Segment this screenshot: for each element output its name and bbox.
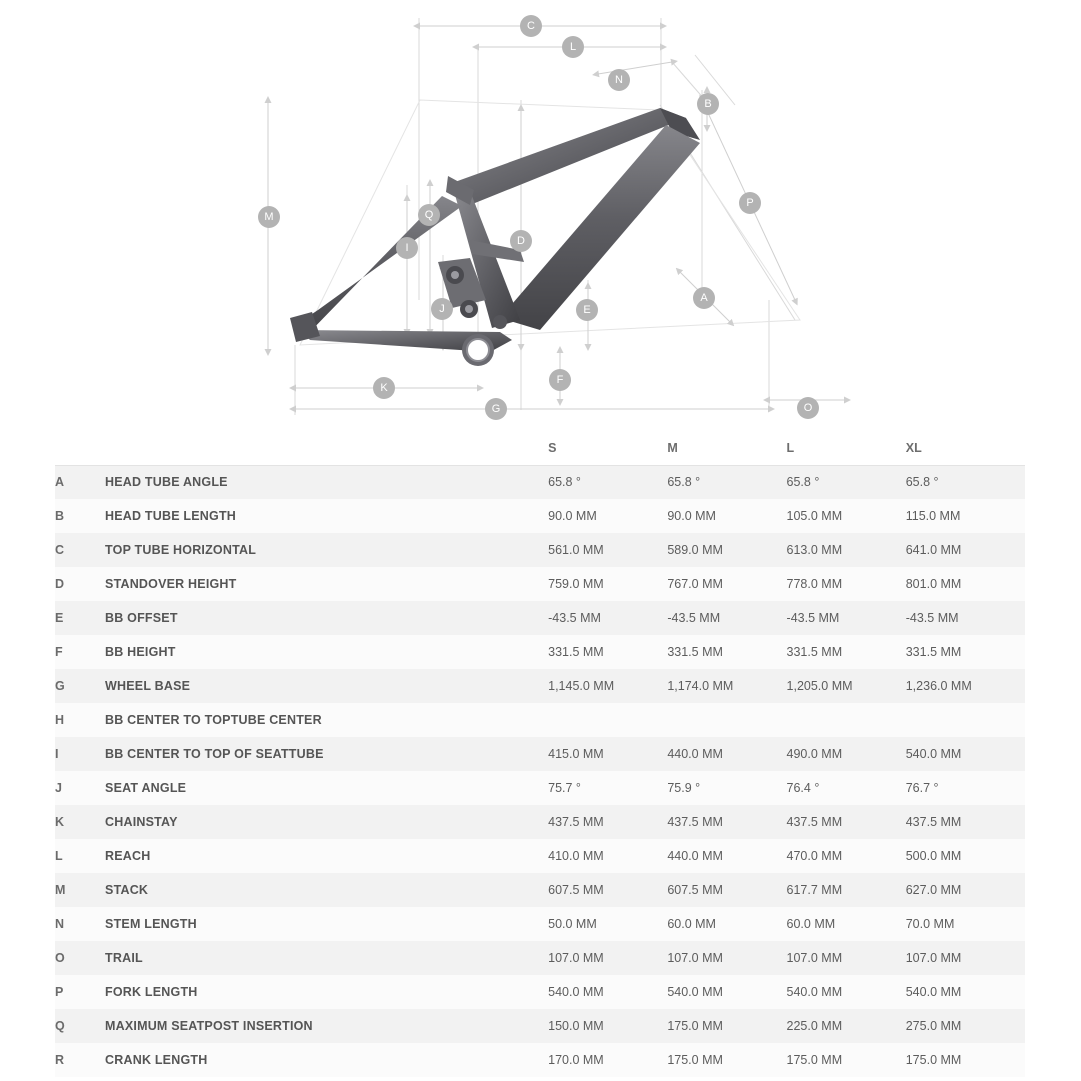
table-row [55, 975, 1025, 1009]
row-value-xl: 275.0 MM [905, 1019, 962, 1033]
row-value-s: 170.0 MM [548, 1053, 604, 1067]
callout-label-B: B [704, 98, 712, 110]
diagram-svg [0, 0, 1081, 432]
callout-label-C: C [527, 20, 535, 32]
header-size-l: L [787, 432, 906, 465]
table-row [55, 805, 1025, 839]
row-value-xl: 76.7 ° [905, 781, 939, 795]
table-header-row [55, 432, 1025, 465]
row-value-xl: 107.0 MM [905, 951, 962, 965]
row-name: MAXIMUM SEATPOST INSERTION [105, 1019, 313, 1033]
callout-L [562, 36, 584, 58]
row-value-s: 107.0 MM [548, 951, 604, 965]
row-value-s: -43.5 MM [548, 611, 601, 625]
row-name: STANDOVER HEIGHT [105, 577, 237, 591]
row-value-m: 175.0 MM [667, 1053, 723, 1067]
callout-label-Q: Q [424, 209, 434, 221]
row-value-xl: 115.0 MM [905, 509, 961, 523]
row-key: A [55, 475, 65, 490]
callout-A [693, 287, 715, 309]
geometry-table [55, 432, 1025, 1077]
row-key: L [55, 849, 63, 863]
row-name: STACK [105, 883, 149, 897]
callout-C [520, 15, 542, 37]
row-value-l: 65.8 ° [786, 475, 820, 490]
row-value-s: 410.0 MM [548, 849, 604, 863]
row-value-m: 607.5 MM [667, 883, 723, 897]
row-value-l [787, 703, 906, 737]
table-row [55, 499, 1025, 533]
row-value-s: 75.7 ° [548, 781, 581, 795]
table-row [55, 771, 1025, 805]
row-value-l: 175.0 MM [786, 1053, 843, 1067]
table-row [55, 703, 1025, 737]
row-value-s: 540.0 MM [548, 985, 604, 999]
row-name: TRAIL [105, 951, 143, 965]
callout-label-I: I [405, 242, 409, 254]
table-row [55, 1043, 1025, 1077]
row-value-s: 65.8 ° [548, 475, 581, 490]
row-key: D [55, 577, 65, 591]
row-value-xl: 540.0 MM [905, 747, 962, 761]
row-name: FORK LENGTH [105, 985, 198, 999]
row-value-xl: 175.0 MM [905, 1053, 962, 1067]
row-value-m: 331.5 MM [667, 645, 723, 659]
row-key: F [55, 645, 63, 659]
row-value-xl: 65.8 ° [905, 475, 939, 490]
callout-label-L: L [569, 41, 577, 53]
row-key: B [55, 509, 65, 523]
row-value-m: 60.0 MM [667, 917, 716, 931]
row-key: K [55, 815, 65, 829]
callout-E [576, 299, 598, 321]
row-key: G [55, 679, 65, 693]
table-row [55, 941, 1025, 975]
row-value-l: 613.0 MM [786, 543, 843, 557]
row-value-m: 175.0 MM [667, 1019, 723, 1033]
row-value-l: 490.0 MM [786, 747, 843, 761]
row-value-l: 331.5 MM [786, 645, 843, 659]
row-value-m: 65.8 ° [667, 475, 701, 490]
row-name: BB OFFSET [105, 611, 178, 625]
row-value-l: 107.0 MM [786, 951, 843, 965]
row-value-s: 415.0 MM [548, 747, 604, 761]
row-value-xl: 540.0 MM [905, 985, 962, 999]
row-value-xl: 641.0 MM [905, 543, 962, 557]
callout-label-P: P [746, 197, 754, 209]
row-value-m [667, 703, 786, 737]
table-row [55, 737, 1025, 771]
row-value-l: 470.0 MM [786, 849, 843, 863]
row-key: J [55, 781, 62, 795]
row-value-s [548, 703, 667, 737]
row-value-l: 105.0 MM [786, 509, 843, 523]
row-name: TOP TUBE HORIZONTAL [105, 543, 257, 557]
row-value-xl: 70.0 MM [905, 917, 955, 931]
row-value-xl [906, 703, 1025, 737]
row-key: I [55, 747, 59, 761]
table-row [55, 465, 1025, 499]
row-value-s: 1,145.0 MM [548, 679, 615, 693]
callout-label-F: F [556, 374, 564, 386]
row-value-s: 331.5 MM [548, 645, 604, 659]
callout-K [373, 377, 395, 399]
callout-O [797, 397, 819, 419]
callout-Q [418, 204, 440, 226]
callout-label-K: K [380, 382, 388, 394]
row-value-s: 561.0 MM [548, 543, 604, 557]
row-value-l: 225.0 MM [786, 1019, 843, 1033]
row-name: REACH [105, 849, 151, 863]
row-value-s: 759.0 MM [548, 577, 604, 591]
table-row [55, 873, 1025, 907]
callout-label-N: N [615, 74, 623, 86]
row-name: BB HEIGHT [105, 645, 176, 659]
row-name: BB CENTER TO TOPTUBE CENTER [105, 713, 322, 727]
row-name: HEAD TUBE ANGLE [105, 475, 228, 490]
callout-label-J: J [439, 303, 445, 315]
table-body [55, 465, 1025, 1077]
callout-N [608, 69, 630, 91]
construction-lines [268, 18, 800, 415]
row-key: P [55, 985, 64, 999]
row-value-m: 107.0 MM [667, 951, 723, 965]
callout-label-A: A [700, 292, 708, 304]
callout-D [510, 230, 532, 252]
row-value-m: 1,174.0 MM [667, 679, 734, 693]
header-size-xl: XL [906, 432, 1025, 465]
callout-label-D: D [517, 235, 525, 247]
callout-F [549, 369, 571, 391]
frame-silhouette [290, 108, 700, 366]
row-name: HEAD TUBE LENGTH [105, 509, 237, 523]
geometry-diagram [0, 0, 1081, 432]
callout-J [431, 298, 453, 320]
row-value-m: 589.0 MM [667, 543, 723, 557]
row-value-l: 60.0 MM [786, 917, 836, 931]
row-value-xl: 437.5 MM [905, 815, 962, 829]
header-size-s: S [548, 432, 667, 465]
row-value-s: 607.5 MM [548, 883, 604, 897]
row-name: WHEEL BASE [105, 679, 191, 693]
row-value-l: 617.7 MM [786, 883, 843, 897]
row-key: E [55, 611, 64, 625]
row-value-l: -43.5 MM [786, 611, 840, 625]
row-value-xl: 331.5 MM [905, 645, 962, 659]
row-value-m: 75.9 ° [667, 781, 701, 795]
row-value-s: 150.0 MM [548, 1019, 604, 1033]
table-row [55, 601, 1025, 635]
header-size-m: M [667, 432, 786, 465]
table-row [55, 839, 1025, 873]
row-value-m: 440.0 MM [667, 849, 723, 863]
row-key: N [55, 917, 65, 931]
table-row [55, 567, 1025, 601]
table-row [55, 1009, 1025, 1043]
callout-I [396, 237, 418, 259]
callout-B [697, 93, 719, 115]
table-row [55, 533, 1025, 567]
row-value-m: 767.0 MM [667, 577, 723, 591]
callout-G [485, 398, 507, 420]
row-value-l: 778.0 MM [786, 577, 843, 591]
row-value-xl: 1,236.0 MM [905, 679, 972, 693]
callout-label-G: G [491, 403, 501, 415]
row-key: H [55, 713, 65, 727]
row-key: R [55, 1053, 65, 1067]
row-value-s: 90.0 MM [548, 509, 597, 523]
row-name: BB CENTER TO TOP OF SEATTUBE [105, 747, 324, 761]
row-value-l: 76.4 ° [786, 781, 820, 795]
row-value-s: 50.0 MM [548, 917, 597, 931]
callout-label-E: E [583, 304, 591, 316]
row-value-xl: 801.0 MM [905, 577, 962, 591]
row-value-m: 440.0 MM [667, 747, 723, 761]
row-name: CRANK LENGTH [105, 1053, 208, 1067]
row-name: STEM LENGTH [105, 917, 197, 931]
row-value-m: 540.0 MM [667, 985, 723, 999]
row-value-l: 437.5 MM [786, 815, 843, 829]
callout-label-M: M [264, 211, 274, 223]
header-name [105, 432, 548, 465]
row-key: Q [55, 1019, 65, 1033]
row-value-xl: 627.0 MM [905, 883, 962, 897]
callout-group [258, 15, 819, 420]
table-row [55, 669, 1025, 703]
table-head [55, 432, 1025, 465]
row-key: M [55, 883, 66, 897]
row-value-l: 540.0 MM [786, 985, 843, 999]
dimension-arrows [268, 26, 845, 409]
table-row [55, 907, 1025, 941]
row-name: CHAINSTAY [105, 815, 178, 829]
header-key [55, 432, 105, 465]
row-name: SEAT ANGLE [105, 781, 187, 795]
row-value-s: 437.5 MM [548, 815, 604, 829]
geometry-table-wrap [55, 432, 1025, 1077]
row-value-m: 90.0 MM [667, 509, 716, 523]
callout-M [258, 206, 280, 228]
row-value-xl: -43.5 MM [905, 611, 959, 625]
row-value-xl: 500.0 MM [905, 849, 962, 863]
callout-P [739, 192, 761, 214]
row-value-l: 1,205.0 MM [786, 679, 853, 693]
callout-label-O: O [803, 402, 813, 414]
row-value-m: -43.5 MM [667, 611, 721, 625]
table-row [55, 635, 1025, 669]
row-key: O [55, 951, 65, 965]
row-value-m: 437.5 MM [667, 815, 723, 829]
row-key: C [55, 543, 65, 557]
